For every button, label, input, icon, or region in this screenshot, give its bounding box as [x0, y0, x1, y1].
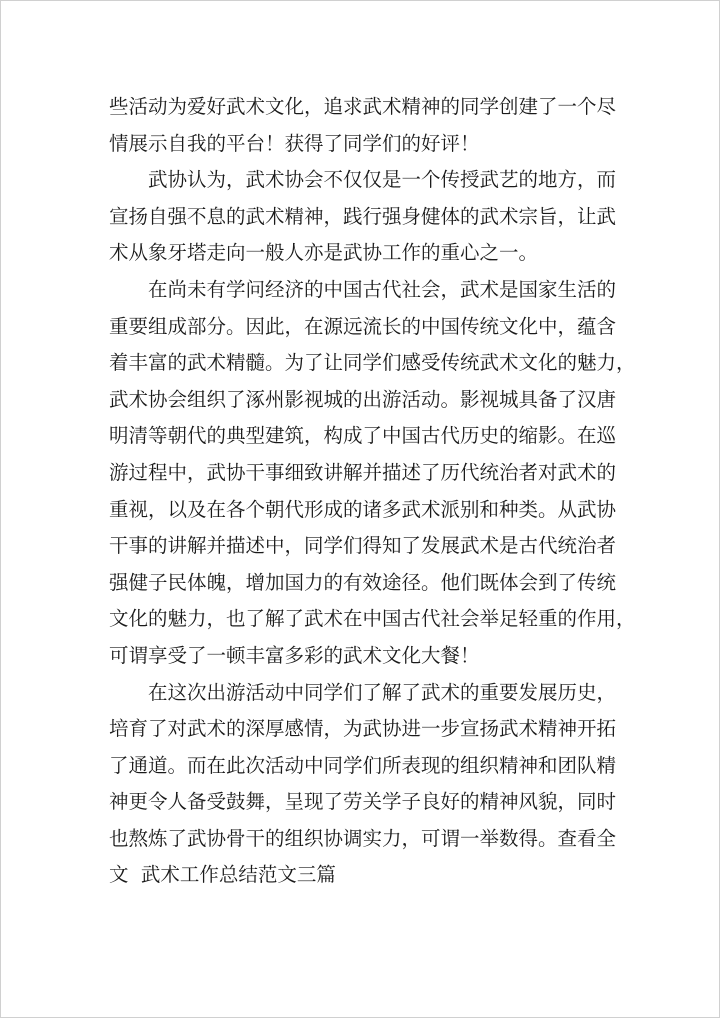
text-line: 神更令人备受鼓舞，呈现了劳关学子良好的精神风貌，同时: [109, 790, 617, 814]
text-line: 重要组成部分。因此，在源远流长的中国传统文化中，蕴含: [109, 314, 617, 338]
text-line: 也熬炼了武协骨干的组织协调实力，可谓一举数得。查看全: [109, 826, 617, 850]
text-line: 武术协会组织了涿州影视城的出游活动。影视城具备了汉唐: [109, 387, 617, 411]
text-line: 明清等朝代的典型建筑，构成了中国古代历史的缩影。在巡: [109, 424, 617, 448]
text-line: 培育了对武术的深厚感情，为武协进一步宣扬武术精神开拓: [109, 717, 617, 741]
paragraph-first-line: 在这次出游活动中同学们了解了武术的重要发展历史，: [148, 680, 617, 704]
text-line: 了通道。而在此次活动中同学们所表现的组织精神和团队精: [109, 753, 617, 777]
text-line: 强健子民体魄，增加国力的有效途径。他们既体会到了传统: [109, 570, 617, 594]
body-text: [109, 89, 636, 894]
text-line: 文化的魅力，也了解了武术在中国古代社会举足轻重的作用，: [109, 607, 636, 631]
text-line: 可谓享受了一顿丰富多彩的武术文化大餐！: [109, 643, 480, 667]
text-line: 干事的讲解并描述中，同学们得知了发展武术是古代统治者: [109, 534, 617, 558]
paragraph-first-line: 在尚未有学问经济的中国古代社会，武术是国家生活的: [148, 277, 617, 301]
text-line: 文 武术工作总结范文三篇: [109, 863, 336, 887]
text-line: 术从象牙塔走向一般人亦是武协工作的重心之一。: [109, 241, 539, 265]
text-line: 情展示自我的平台！获得了同学们的好评！: [109, 131, 480, 155]
text-line: 游过程中，武协干事细致讲解并描述了历代统治者对武术的: [109, 460, 617, 484]
text-line: 些活动为爱好武术文化，追求武术精神的同学创建了一个尽: [109, 95, 617, 118]
text-line: 宣扬自强不息的武术精神，践行强身健体的武术宗旨，让武: [109, 204, 617, 228]
text-line: 着丰富的武术精髓。为了让同学们感受传统武术文化的魅力，: [109, 351, 636, 375]
text-line: 重视，以及在各个朝代形成的诸多武术派别和种类。从武协: [109, 497, 617, 521]
paragraph-first-line: 武协认为，武术协会不仅仅是一个传授武艺的地方，而: [148, 168, 617, 192]
